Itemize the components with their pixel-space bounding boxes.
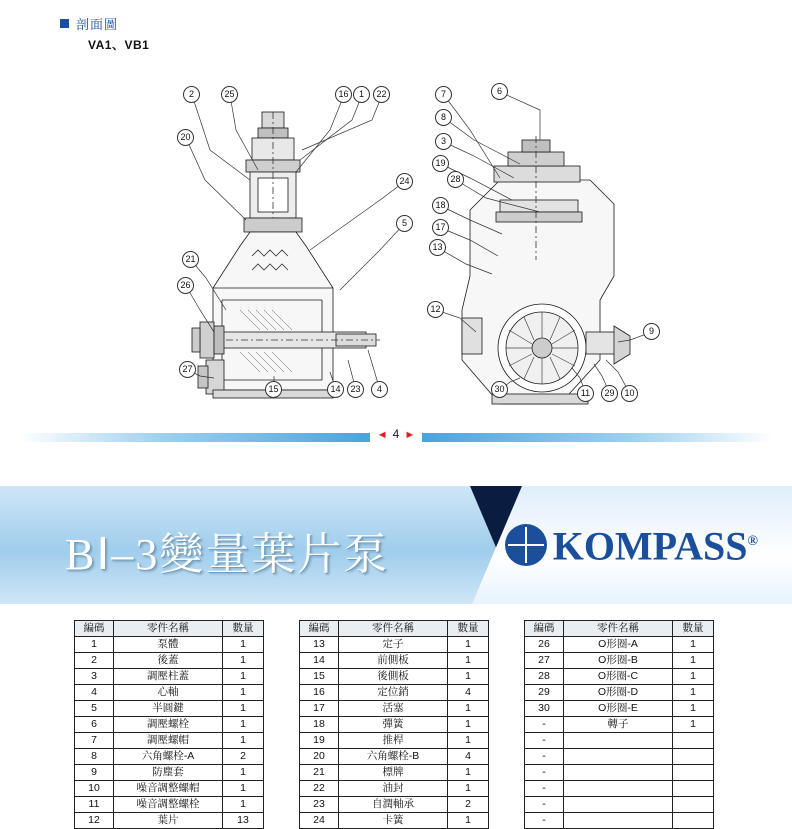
left-arrow-icon: ◄ <box>376 429 388 441</box>
cell-qty: 1 <box>223 717 264 733</box>
cell-name: O形圈-D <box>564 685 673 701</box>
cell-code: 6 <box>75 717 114 733</box>
cell-name: 六角螺栓-B <box>339 749 448 765</box>
table-row <box>300 637 489 653</box>
parts-table-2-body <box>300 637 489 829</box>
cell-qty: 1 <box>448 733 489 749</box>
cell-code: 23 <box>300 797 339 813</box>
callout-11: 11 <box>577 385 594 402</box>
cell-code: - <box>525 781 564 797</box>
cell-qty: 2 <box>448 797 489 813</box>
callout-2: 2 <box>183 86 200 103</box>
callout-8: 8 <box>435 109 452 126</box>
callout-12: 12 <box>427 301 444 318</box>
table-row <box>525 813 714 829</box>
cell-qty <box>673 765 714 781</box>
table-row <box>300 749 489 765</box>
table-header-row <box>75 621 264 637</box>
cell-qty <box>673 749 714 765</box>
cell-name: 噪音調整螺帽 <box>114 781 223 797</box>
cell-name: 標牌 <box>339 765 448 781</box>
cell-code: 14 <box>300 653 339 669</box>
cell-code: - <box>525 733 564 749</box>
cell-name: O形圈-B <box>564 653 673 669</box>
cell-name: 後蓋 <box>114 653 223 669</box>
cell-code: - <box>525 749 564 765</box>
parts-table-3 <box>524 620 714 829</box>
cell-code: 27 <box>525 653 564 669</box>
cell-qty: 1 <box>223 733 264 749</box>
registered-mark-icon: ® <box>747 534 758 549</box>
cell-qty: 1 <box>673 717 714 733</box>
cell-name: 半圓鍵 <box>114 701 223 717</box>
callout-30: 30 <box>491 381 508 398</box>
th-qty: 數量 <box>448 621 489 637</box>
callout-28: 28 <box>447 171 464 188</box>
cell-name: O形圈-A <box>564 637 673 653</box>
cell-code: - <box>525 717 564 733</box>
section-header <box>60 14 118 33</box>
table-row <box>525 669 714 685</box>
table-row <box>525 685 714 701</box>
cell-qty <box>673 781 714 797</box>
table-row <box>75 765 264 781</box>
square-marker-icon <box>60 19 69 28</box>
diagram-area <box>0 60 792 410</box>
cell-name <box>564 813 673 829</box>
section-title: 剖面圖 <box>76 17 119 32</box>
callout-16: 16 <box>335 86 352 103</box>
cell-qty: 1 <box>223 685 264 701</box>
cell-code: 12 <box>75 813 114 829</box>
cell-code: 17 <box>300 701 339 717</box>
cell-qty: 1 <box>223 701 264 717</box>
callout-21: 21 <box>182 251 199 268</box>
cell-code: 15 <box>300 669 339 685</box>
product-banner <box>0 486 792 604</box>
table-row <box>525 701 714 717</box>
th-qty: 數量 <box>223 621 264 637</box>
page-number: 4 <box>392 427 400 441</box>
cell-qty: 1 <box>448 813 489 829</box>
cell-name: 調壓柱蓋 <box>114 669 223 685</box>
right-arrow-icon: ► <box>404 429 416 441</box>
cell-qty: 1 <box>673 701 714 717</box>
th-name: 零件名稱 <box>114 621 223 637</box>
callout-13: 13 <box>429 239 446 256</box>
th-name: 零件名稱 <box>564 621 673 637</box>
callout-23: 23 <box>347 381 364 398</box>
callout-29: 29 <box>601 385 618 402</box>
table-row <box>300 733 489 749</box>
th-qty: 數量 <box>673 621 714 637</box>
cell-code: 1 <box>75 637 114 653</box>
table-row <box>75 797 264 813</box>
callout-15: 15 <box>265 381 282 398</box>
cell-name: 葉片 <box>114 813 223 829</box>
cell-name: 調壓螺帽 <box>114 733 223 749</box>
cell-name <box>564 797 673 813</box>
parts-table-1-wrap <box>74 620 264 829</box>
table-row <box>75 813 264 829</box>
cell-qty: 13 <box>223 813 264 829</box>
parts-tables <box>0 612 792 828</box>
cell-qty: 1 <box>448 669 489 685</box>
leader-lines <box>0 60 792 410</box>
th-code: 編碼 <box>75 621 114 637</box>
cell-name: 防塵套 <box>114 765 223 781</box>
brand-logo <box>505 520 758 568</box>
cell-qty: 1 <box>673 669 714 685</box>
callout-20: 20 <box>177 129 194 146</box>
cell-code: 3 <box>75 669 114 685</box>
cell-code: 24 <box>300 813 339 829</box>
cell-code: - <box>525 765 564 781</box>
parts-table-3-wrap <box>524 620 714 829</box>
cell-name: 自潤軸承 <box>339 797 448 813</box>
cell-code: 5 <box>75 701 114 717</box>
parts-table-1 <box>74 620 264 829</box>
cell-code: 16 <box>300 685 339 701</box>
callout-9: 9 <box>643 323 660 340</box>
callout-3: 3 <box>435 133 452 150</box>
cell-qty: 1 <box>223 765 264 781</box>
cell-code: 19 <box>300 733 339 749</box>
cell-qty: 1 <box>223 653 264 669</box>
table-row <box>300 669 489 685</box>
table-row <box>525 733 714 749</box>
table-row <box>525 797 714 813</box>
cell-qty: 4 <box>448 749 489 765</box>
cell-name: 噪音調整螺栓 <box>114 797 223 813</box>
callout-14: 14 <box>327 381 344 398</box>
cell-name: 六角螺栓-A <box>114 749 223 765</box>
model-label: VA1、VB1 <box>88 38 150 52</box>
banner-title: BⅠ–3變量葉片泵 <box>65 530 390 579</box>
table-header-row <box>525 621 714 637</box>
cell-code: 21 <box>300 765 339 781</box>
cell-name: 推桿 <box>339 733 448 749</box>
cell-name <box>564 749 673 765</box>
cell-code: 29 <box>525 685 564 701</box>
th-name: 零件名稱 <box>339 621 448 637</box>
table-row <box>300 797 489 813</box>
callout-17: 17 <box>432 219 449 236</box>
table-row <box>75 701 264 717</box>
cell-qty <box>673 733 714 749</box>
cell-qty: 1 <box>673 637 714 653</box>
table-row <box>75 653 264 669</box>
cell-code: - <box>525 813 564 829</box>
cell-code: 4 <box>75 685 114 701</box>
parts-table-3-body <box>525 637 714 829</box>
cell-qty <box>673 797 714 813</box>
th-code: 編碼 <box>525 621 564 637</box>
cell-qty: 1 <box>223 669 264 685</box>
callout-27: 27 <box>179 361 196 378</box>
cell-code: 20 <box>300 749 339 765</box>
cell-qty: 1 <box>448 701 489 717</box>
cell-name: 油封 <box>339 781 448 797</box>
table-row <box>300 653 489 669</box>
callout-7: 7 <box>435 86 452 103</box>
page-number-group <box>0 427 792 441</box>
cell-name <box>564 765 673 781</box>
cell-qty: 1 <box>223 637 264 653</box>
callout-18: 18 <box>432 197 449 214</box>
callout-10: 10 <box>621 385 638 402</box>
cell-name: 轉子 <box>564 717 673 733</box>
cell-qty: 2 <box>223 749 264 765</box>
compass-icon <box>505 524 547 566</box>
callout-1: 1 <box>353 86 370 103</box>
cell-name: 卡簧 <box>339 813 448 829</box>
callout-26: 26 <box>177 277 194 294</box>
table-row <box>525 765 714 781</box>
cell-code: 30 <box>525 701 564 717</box>
cell-qty: 1 <box>673 685 714 701</box>
table-row <box>75 637 264 653</box>
table-row <box>525 717 714 733</box>
callout-24: 24 <box>396 173 413 190</box>
cell-qty: 1 <box>448 781 489 797</box>
cell-qty: 1 <box>448 765 489 781</box>
parts-table-1-body <box>75 637 264 829</box>
cell-code: 11 <box>75 797 114 813</box>
brand-name: KOMPASS® <box>552 523 758 569</box>
cell-name: 活塞 <box>339 701 448 717</box>
cell-code: 9 <box>75 765 114 781</box>
cell-code: 22 <box>300 781 339 797</box>
cell-code: 28 <box>525 669 564 685</box>
cell-name <box>564 733 673 749</box>
cell-qty: 1 <box>223 781 264 797</box>
cell-name: 定子 <box>339 637 448 653</box>
table-row <box>525 781 714 797</box>
table-row <box>300 765 489 781</box>
table-row <box>75 685 264 701</box>
cell-name: 調壓螺栓 <box>114 717 223 733</box>
parts-table-2-wrap <box>299 620 489 829</box>
cell-name <box>564 781 673 797</box>
th-code: 編碼 <box>300 621 339 637</box>
table-row <box>300 685 489 701</box>
cell-code: 18 <box>300 717 339 733</box>
cell-name: 彈簧 <box>339 717 448 733</box>
table-header-row <box>300 621 489 637</box>
table-row <box>525 637 714 653</box>
callout-25: 25 <box>221 86 238 103</box>
cell-qty: 4 <box>448 685 489 701</box>
callout-22: 22 <box>373 86 390 103</box>
table-row <box>300 717 489 733</box>
cell-name: 後側板 <box>339 669 448 685</box>
table-row <box>75 733 264 749</box>
cell-code: 10 <box>75 781 114 797</box>
cell-name: 心軸 <box>114 685 223 701</box>
table-row <box>525 653 714 669</box>
callout-5: 5 <box>396 215 413 232</box>
cell-name: O形圈-C <box>564 669 673 685</box>
table-row <box>300 701 489 717</box>
table-row <box>75 717 264 733</box>
cell-name: 泵體 <box>114 637 223 653</box>
callout-6: 6 <box>491 83 508 100</box>
cell-code: 2 <box>75 653 114 669</box>
page-footer <box>0 425 792 455</box>
cell-qty <box>673 813 714 829</box>
callout-4: 4 <box>371 381 388 398</box>
cell-code: 7 <box>75 733 114 749</box>
cell-code: 26 <box>525 637 564 653</box>
cell-code: 8 <box>75 749 114 765</box>
callout-19: 19 <box>432 155 449 172</box>
cell-qty: 1 <box>448 637 489 653</box>
cell-qty: 1 <box>673 653 714 669</box>
parts-table-2 <box>299 620 489 829</box>
cell-code: 13 <box>300 637 339 653</box>
table-row <box>300 781 489 797</box>
table-row <box>300 813 489 829</box>
table-row <box>75 669 264 685</box>
cell-name: 定位銷 <box>339 685 448 701</box>
table-row <box>75 781 264 797</box>
cell-qty: 1 <box>448 717 489 733</box>
table-row <box>525 749 714 765</box>
cell-name: 前側板 <box>339 653 448 669</box>
cell-qty: 1 <box>448 653 489 669</box>
cell-qty: 1 <box>223 797 264 813</box>
table-row <box>75 749 264 765</box>
cell-name: O形圈-E <box>564 701 673 717</box>
cell-code: - <box>525 797 564 813</box>
